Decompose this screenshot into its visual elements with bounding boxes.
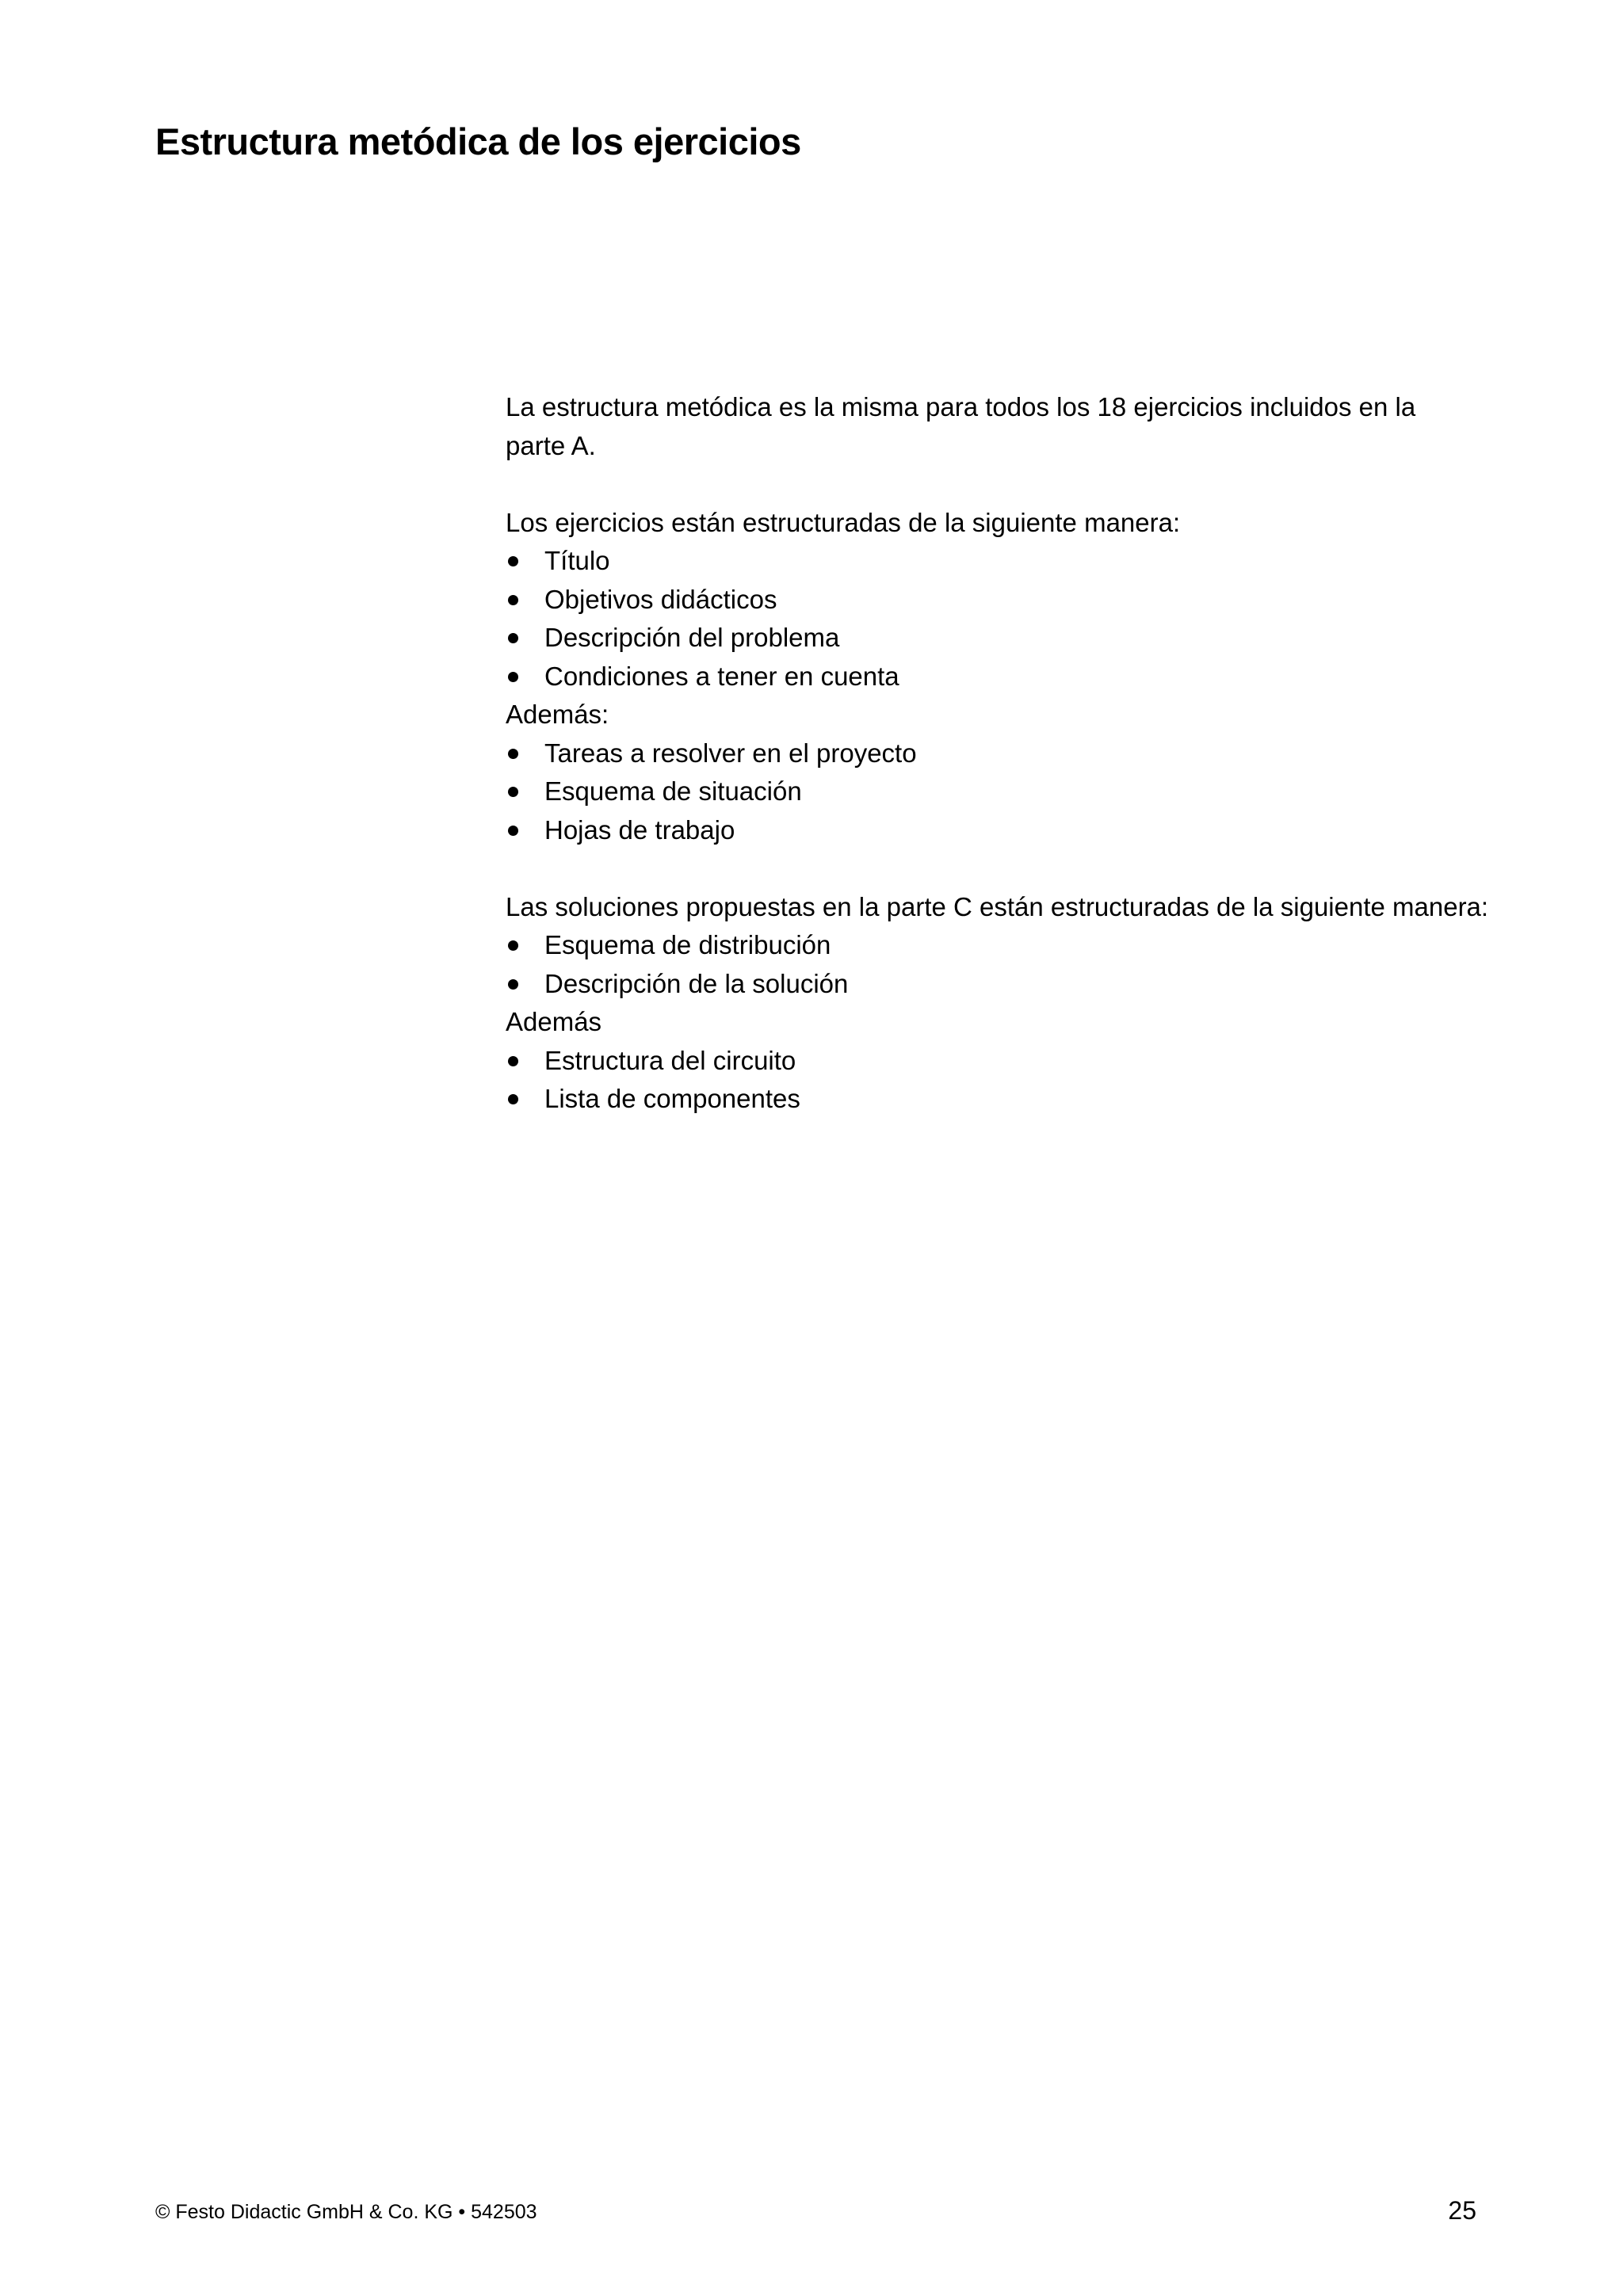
section-a-lead: Los ejercicios están estructuradas de la siguiente manera: bbox=[506, 507, 1181, 537]
list-item: Descripción de la solución bbox=[506, 965, 1496, 1004]
intro-line-1: La estructura metódica es la misma para todos los 18 ejercicios incluidos en la bbox=[506, 392, 1416, 421]
section-c-ademas: Además bbox=[506, 1007, 602, 1036]
body-text bbox=[506, 388, 1496, 1119]
spacer bbox=[506, 465, 1496, 504]
section-a-extra-list bbox=[506, 734, 1496, 850]
footer-copyright: © Festo Didactic GmbH & Co. KG • 542503 bbox=[155, 2201, 537, 2223]
spacer bbox=[506, 849, 1496, 888]
section-c-lead: Las soluciones propuestas en la parte C están estructuradas de la siguiente manera: bbox=[506, 891, 1489, 921]
list-item: Título bbox=[506, 542, 1496, 581]
list-item: Tareas a resolver en el proyecto bbox=[506, 734, 1496, 773]
list-item: Lista de componentes bbox=[506, 1080, 1496, 1119]
list-item: Esquema de situación bbox=[506, 772, 1496, 811]
list-item: Condiciones a tener en cuenta bbox=[506, 658, 1496, 696]
section-a-ademas: Además: bbox=[506, 700, 609, 729]
page-number: 25 bbox=[1448, 2196, 1476, 2225]
list-item: Esquema de distribución bbox=[506, 926, 1496, 965]
section-c-extra-list bbox=[506, 1042, 1496, 1119]
list-item: Estructura del circuito bbox=[506, 1042, 1496, 1081]
section-a-list bbox=[506, 542, 1496, 696]
list-item: Descripción del problema bbox=[506, 619, 1496, 658]
list-item: Objetivos didácticos bbox=[506, 581, 1496, 620]
page-title: Estructura metódica de los ejercicios bbox=[155, 120, 801, 162]
section-c-list bbox=[506, 926, 1496, 1003]
intro-line-2: parte A. bbox=[506, 430, 596, 460]
list-item: Hojas de trabajo bbox=[506, 811, 1496, 850]
